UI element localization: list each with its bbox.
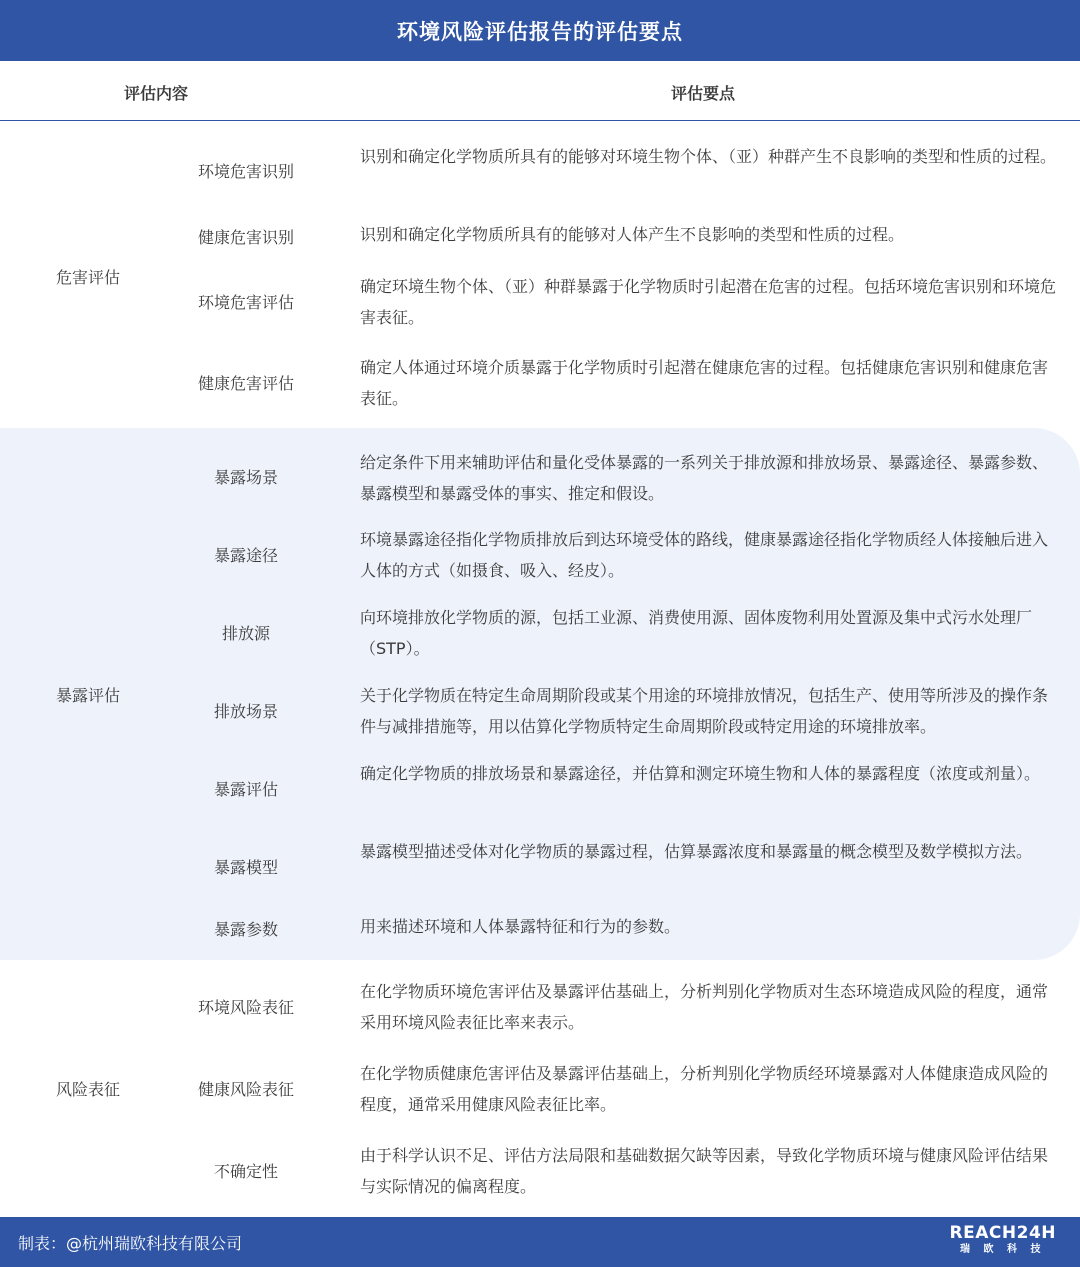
page-title: 环境风险评估报告的评估要点 <box>397 19 683 44</box>
item-description: 暴露模型描述受体对化学物质的暴露过程，估算暴露浓度和暴露量的概念模型及数学模拟方法。 <box>360 842 1033 861</box>
item-name: 健康风险表征 <box>197 1080 294 1099</box>
item-description: 识别和确定化学物质所具有的能够对环境生物个体、（亚）种群产生不良影响的类型和性质的过程。 <box>360 147 1057 166</box>
item-description: 用来描述环境和人体暴露特征和行为的参数。 <box>360 917 681 936</box>
category-risk-characterization: 风险表征 <box>56 1080 121 1099</box>
table-header <box>0 61 1080 121</box>
item-name: 环境危害评估 <box>197 293 294 312</box>
item-name: 环境危害识别 <box>197 162 294 181</box>
header-content: 评估内容 <box>124 84 189 103</box>
item-name: 环境风险表征 <box>197 998 294 1017</box>
item-name: 暴露途径 <box>213 546 278 565</box>
item-name: 暴露参数 <box>213 920 278 939</box>
reach24h-logo <box>950 1224 1056 1256</box>
category-hazard-assessment: 危害评估 <box>56 268 121 287</box>
item-name: 暴露场景 <box>213 468 278 487</box>
item-description: 确定环境生物个体、（亚）种群暴露于化学物质时引起潜在危害的过程。包括环境危害识别和环境危害表征。 <box>360 277 1057 327</box>
footer <box>0 1217 1080 1267</box>
item-name: 排放源 <box>221 624 270 643</box>
item-description: 确定化学物质的排放场景和暴露途径，并估算和测定环境生物和人体的暴露程度（浓度或剂量）。 <box>360 764 1041 783</box>
item-description: 给定条件下用来辅助评估和量化受体暴露的一系列关于排放源和排放场景、暴露途径、暴露参数、暴露模型和暴露受体的事实、推定和假设。 <box>360 453 1049 503</box>
item-description: 向环境排放化学物质的源，包括工业源、消费使用源、固体废物利用处置源及集中式污水处理厂（STP）。 <box>360 608 1033 658</box>
title-bar <box>0 0 1080 61</box>
item-name: 暴露模型 <box>213 858 278 877</box>
item-name: 不确定性 <box>213 1162 278 1181</box>
item-description: 在化学物质健康危害评估及暴露评估基础上，分析判别化学物质经环境暴露对人体健康造成风险的程度，通常采用健康风险表征比率。 <box>360 1064 1049 1114</box>
logo-text: REACH24H <box>949 1223 1056 1243</box>
category-exposure-assessment: 暴露评估 <box>56 686 121 705</box>
header-key-points: 评估要点 <box>671 84 736 103</box>
item-description: 环境暴露途径指化学物质排放后到达环境受体的路线，健康暴露途径指化学物质经人体接触后进入人体的方式（如摄食、吸入、经皮）。 <box>360 530 1049 580</box>
item-name: 健康危害识别 <box>197 228 294 247</box>
footer-credit: 制表：@杭州瑞欧科技有限公司 <box>18 1234 243 1253</box>
item-description: 确定人体通过环境介质暴露于化学物质时引起潜在健康危害的过程。包括健康危害识别和健康危害表征。 <box>360 358 1049 408</box>
item-description: 关于化学物质在特定生命周期阶段或某个用途的环境排放情况，包括生产、使用等所涉及的操作条件与减排措施等，用以估算化学物质特定生命周期阶段或特定用途的环境排放率。 <box>360 686 1049 736</box>
item-description: 识别和确定化学物质所具有的能够对人体产生不良影响的类型和性质的过程。 <box>360 225 905 244</box>
item-name: 健康危害评估 <box>197 374 294 393</box>
item-description: 在化学物质环境危害评估及暴露评估基础上，分析判别化学物质对生态环境造成风险的程度，通常采用环境风险表征比率来表示。 <box>360 982 1049 1032</box>
item-description: 由于科学认识不足、评估方法局限和基础数据欠缺等因素，导致化学物质环境与健康风险评估结果与实际情况的偏离程度。 <box>360 1146 1049 1196</box>
item-name: 暴露评估 <box>213 780 278 799</box>
logo-subtext: 瑞 欧 科 技 <box>960 1244 1046 1255</box>
item-name: 排放场景 <box>213 702 278 721</box>
